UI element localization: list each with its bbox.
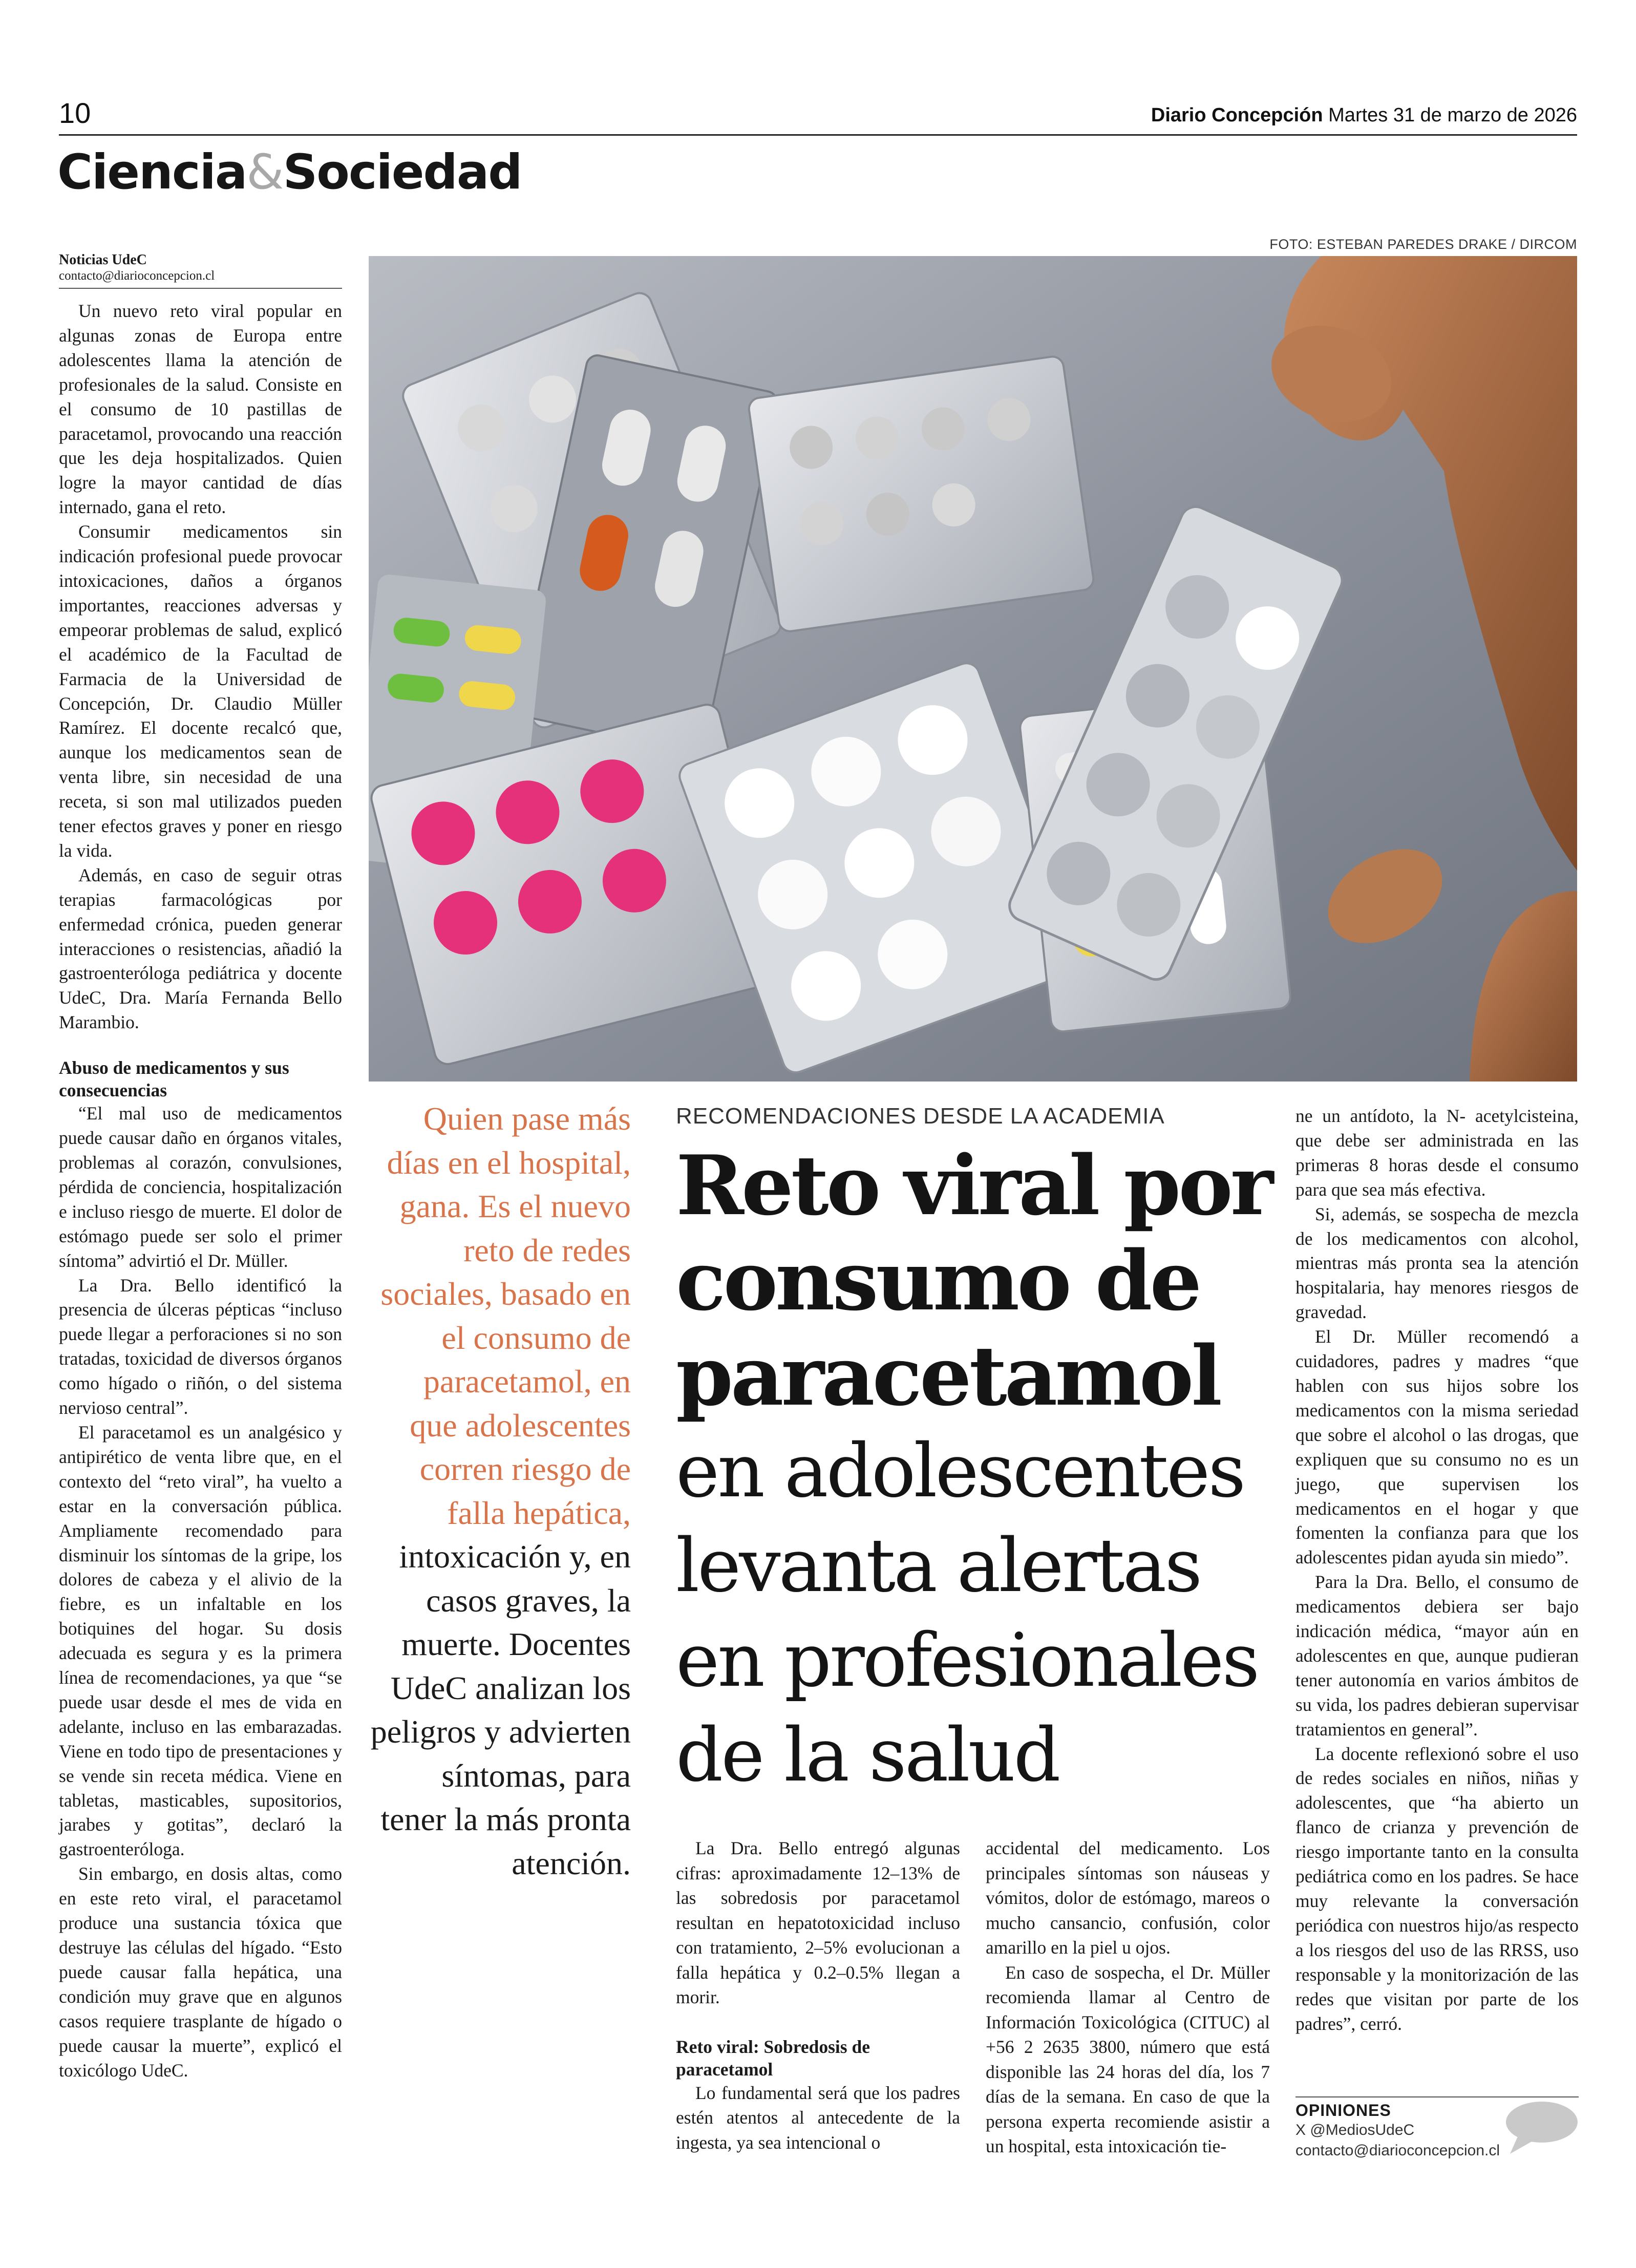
- paragraph: Si, además, se sospecha de mezcla de los medicamentos con alcohol, mientras más pronta sea la atención hospitalaria, hay menores riesgos de gravedad.: [1295, 1203, 1579, 1323]
- paragraph: El paracetamol es un analgésico y antipirético de venta libre que, en el contexto del “reto viral”, ha vuelto a estar en la conversación pública. Ampliamente recomendado para disminuir los síntomas de la gripe, los dolores de cabeza y el alivio de la fiebre, es un infaltable en los botiquines del hogar. Su dosis adecuada es segura y es la primera línea de recomendaciones, ya que “se puede usar desde el mes de vida en adelante, incluso en las embarazadas. Viene en todo tipo de presentaciones y se vende sin receta médica. Viene en tabletas, masticables, supositorios, jarabes y gotitas”, declaró la gastroenteróloga.: [59, 1422, 342, 1860]
- mid-column: [676, 1836, 960, 2155]
- page-number: 10: [59, 97, 91, 129]
- speech-bubble-icon: [1503, 2100, 1579, 2156]
- headline-line: levanta alertas: [676, 1522, 1201, 1608]
- section-title: [57, 144, 522, 200]
- section-ampersand: &: [246, 144, 283, 200]
- pull-quote: [370, 1097, 631, 1885]
- paragraph: ne un antídoto, la N- acetylcisteina, que debe ser administrada en las primeras 8 horas desde el consumo para que sea más efectiva.: [1295, 1106, 1579, 1200]
- right-column: [1295, 1104, 1579, 2036]
- headline-line: en adolescentes: [676, 1428, 1244, 1514]
- byline-email[interactable]: contacto@diarioconcepcion.cl: [59, 269, 215, 283]
- pull-quote-rest: intoxicación y, en casos graves, la muerte. Docentes UdeC analizan los peligros y advierten síntomas, para tener la más pronta atención.: [370, 1538, 631, 1881]
- pull-quote-highlight: Quien pase más días en el hospital, gana. Es el nuevo reto de redes sociales, basado en el consumo de paracetamol, en que adolescentes corren riesgo de falla hepática,: [380, 1100, 631, 1531]
- headline-line: en profesionales: [676, 1617, 1258, 1703]
- paragraph: En caso de sospecha, el Dr. Müller recomienda llamar al Centro de Información Toxicológica (CITUC) al +56 2 2635 3800, número que está disponible las 24 horas del día, los 7 días de la semana. En caso de que la persona experta recomiende asistir a un hospital, esta intoxicación tie-: [986, 1962, 1270, 2156]
- paragraph: La Dra. Bello entregó algunas cifras: aproximadamente 12–13% de las sobredosis por paracetamol resultan en hepatotoxicidad incluso con tratamiento, 2–5% evolucionan a falla hepática y 0.2–0.5% llegan a morir.: [676, 1838, 960, 2007]
- paragraph: Lo fundamental será que los padres estén atentos al antecedente de la ingesta, ya sea intencional o: [676, 2082, 960, 2153]
- paragraph: La Dra. Bello identificó la presencia de úlceras pépticas “incluso puede llegar a perforaciones si no son tratadas, toxicidad de diversos órganos como hígado o riñón, o del sistema nervioso central”.: [59, 1275, 342, 1418]
- issue-date: Martes 31 de marzo de 2026: [1328, 104, 1577, 126]
- header-rule: [59, 134, 1577, 136]
- section-part2: Sociedad: [283, 144, 522, 200]
- headline-line: consumo de: [676, 1233, 1200, 1329]
- masthead: [1151, 104, 1577, 126]
- opinions-rule: [1295, 2096, 1579, 2097]
- headline-line: Reto viral por: [676, 1137, 1271, 1234]
- opinions-email[interactable]: contacto@diarioconcepcion.cl: [1295, 2142, 1500, 2159]
- opinions-title: OPINIONES: [1295, 2101, 1391, 2119]
- headline-line: de la salud: [676, 1712, 1059, 1798]
- newspaper-name: Diario Concepción: [1151, 104, 1323, 126]
- left-column-text: [59, 299, 342, 2083]
- byline-name: Noticias UdeC: [59, 252, 147, 268]
- paragraph: “El mal uso de medicamentos puede causar daño en órganos vitales, problemas al corazón, convulsiones, pérdida de conciencia, hospitalización e incluso riesgo de muerte. El dolor de estómago puede ser solo el primer síntoma” advirtió el Dr. Müller.: [59, 1103, 342, 1271]
- opinions-x-handle[interactable]: X @MediosUdeC: [1295, 2122, 1415, 2138]
- section-part1: Ciencia: [57, 144, 247, 200]
- paragraph: Sin embargo, en dosis altas, como en este reto viral, el paracetamol produce una sustancia tóxica que destruye las células del hígado. “Esto puede causar falla hepática, una condición muy grave que en algunos casos requiere trasplante de hígado o puede causar la muerte”, explicó el toxicólogo UdeC.: [59, 1863, 342, 2081]
- byline-rule: [59, 288, 342, 289]
- mid-column-2: [986, 1836, 1270, 2159]
- subhead: Reto viral: Sobredosis de paracetamol: [676, 2036, 870, 2080]
- paragraph: Además, en caso de seguir otras terapias farmacológicas por enfermedad crónica, pueden generar interacciones o resistencias, añadió la gastroenteróloga pediátrica y docente UdeC, Dra. María Fernanda Bello Marambio.: [59, 864, 342, 1033]
- paragraph: Para la Dra. Bello, el consumo de medicamentos debiera ser bajo indicación médica, “mayor aún en adolescentes en que, aunque pudieran tener autonomía en varios ámbitos de su vida, los padres debieran supervisar tratamientos en general”.: [1295, 1572, 1579, 1740]
- paragraph: Un nuevo reto viral popular en algunas zonas de Europa entre adolescentes llama la atención de profesionales de la salud. Consiste en el consumo de 10 pastillas de paracetamol, provocando una reacción que les deja hospitalizados. Quien logre la mayor cantidad de días internado, gana el reto.: [59, 301, 342, 518]
- paragraph: La docente reflexionó sobre el uso de redes sociales en niños, niñas y adolescentes, que “ha abierto un flanco de crianza y prevención de riesgo importante tanto en la consulta pediátrica como en los padres. Se hace muy relevante la conversación periódica con nuestros hijo/as respecto a los riesgos del uso de las RRSS, uso responsable y la monitorización de las redes que visitan por parte de los padres”, cerró.: [1295, 1743, 1579, 2034]
- subhead: Abuso de medicamentos y sus consecuencias: [59, 1057, 289, 1101]
- paragraph: El Dr. Müller recomendó a cuidadores, padres y madres “que hablen con sus hijos sobre los medicamentos con la misma seriedad que sobre el alcohol o las drogas, que expliquen que su consumo no es un juego, que supervisen los medicamentos en el hogar y que fomenten la confianza para que los adolescentes pidan ayuda sin miedo”.: [1295, 1326, 1579, 1568]
- headline-line: paracetamol: [676, 1328, 1220, 1424]
- pills-photo: [369, 256, 1577, 1082]
- headline: [676, 1138, 1290, 1803]
- photo-credit: FOTO: ESTEBAN PAREDES DRAKE / DIRCOM: [1269, 237, 1577, 252]
- paragraph: accidental del medicamento. Los principales síntomas son náuseas y vómitos, dolor de estómago, mareos o mucho cansancio, confusión, color amarillo en la piel u ojos.: [986, 1838, 1270, 1958]
- paragraph: Consumir medicamentos sin indicación profesional puede provocar intoxicaciones, daños a órganos importantes, reacciones adversas y empeorar problemas de salud, explicó el académico de la Facultad de Farmacia de la Universidad de Concepción, Dr. Claudio Müller Ramírez. El docente recalcó que, aunque los medicamentos sean de venta libre, sin necesidad de una receta, si son mal utilizados pueden tener efectos graves y poner en riesgo la vida.: [59, 521, 342, 861]
- left-column: [59, 252, 342, 2083]
- kicker: RECOMENDACIONES DESDE LA ACADEMIA: [676, 1104, 1165, 1129]
